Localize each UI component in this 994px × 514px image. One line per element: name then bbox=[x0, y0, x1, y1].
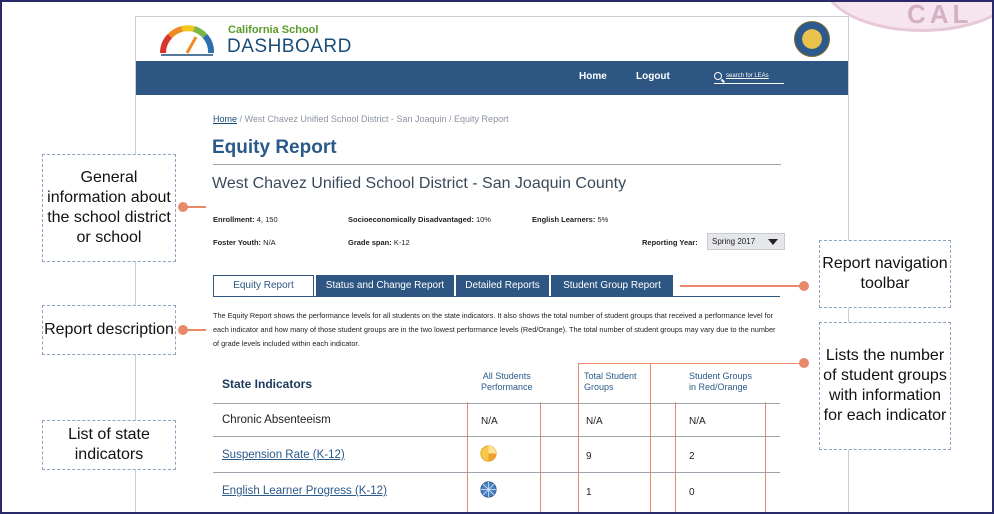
callout-description-text: Report description bbox=[44, 321, 174, 338]
breadcrumb-separator: / bbox=[239, 114, 243, 124]
highlight-column-line bbox=[765, 402, 766, 514]
el-info bbox=[532, 215, 608, 224]
district-name: West Chavez Unified School District - San Joaquin County bbox=[212, 175, 627, 192]
grade-value: K-12 bbox=[393, 238, 410, 247]
top-navbar bbox=[136, 61, 849, 95]
reporting-year-label: Reporting Year: bbox=[642, 238, 698, 247]
cell-total-groups: 1 bbox=[586, 487, 592, 498]
breadcrumb-separator: / bbox=[449, 114, 452, 124]
decorative-seal-text: CAL bbox=[907, 0, 973, 29]
header-all-students-line1: All Students bbox=[482, 371, 531, 381]
brand-header bbox=[136, 17, 849, 61]
brand-title: DASHBOARD bbox=[227, 36, 352, 57]
cell-red-orange: 0 bbox=[689, 487, 695, 498]
foster-info bbox=[213, 238, 276, 247]
header-total-student-groups bbox=[584, 371, 637, 393]
dashboard-screenshot bbox=[135, 16, 849, 514]
table-row-divider bbox=[213, 436, 780, 437]
indicator-english-learner-progress-link[interactable]: English Learner Progress (K-12) bbox=[222, 485, 387, 497]
page-title: Equity Report bbox=[212, 137, 337, 158]
table-row-divider bbox=[213, 472, 780, 473]
tab-label: Student Group Report bbox=[563, 280, 661, 291]
callout-student-groups bbox=[819, 322, 951, 450]
callout-dot bbox=[799, 358, 809, 368]
tab-student-group-report[interactable] bbox=[551, 275, 673, 297]
header-red-orange-line2: in Red/Orange bbox=[689, 382, 748, 392]
header-total-line2: Groups bbox=[584, 382, 614, 392]
search-placeholder: search for LEAs bbox=[726, 73, 769, 79]
breadcrumb-district: West Chavez Unified School District - San Joaquin bbox=[244, 114, 447, 124]
nav-logout-link[interactable]: Logout bbox=[636, 71, 670, 82]
search-input[interactable] bbox=[714, 72, 784, 84]
callout-general-info bbox=[42, 154, 176, 262]
enrollment-label: Enrollment: bbox=[213, 215, 255, 224]
tab-label: Equity Report bbox=[233, 280, 294, 291]
tab-divider bbox=[213, 296, 780, 297]
grade-label: Grade span: bbox=[348, 238, 392, 247]
highlight-column-line bbox=[467, 402, 468, 514]
indicator-suspension-rate-link[interactable]: Suspension Rate (K-12) bbox=[222, 449, 345, 461]
callout-dot bbox=[799, 281, 809, 291]
search-icon bbox=[714, 72, 722, 80]
callout-report-description bbox=[42, 305, 176, 355]
callout-groups-text: Lists the number of student groups with information for each indicator bbox=[823, 347, 947, 424]
breadcrumb bbox=[213, 114, 509, 124]
tab-label: Detailed Reports bbox=[465, 280, 540, 291]
highlight-column-line bbox=[650, 364, 651, 514]
tab-label: Status and Change Report bbox=[325, 280, 445, 291]
california-state-seal-icon bbox=[794, 21, 830, 57]
cell-total-groups: N/A bbox=[586, 416, 603, 427]
header-total-line1: Total Student bbox=[584, 371, 637, 381]
sed-info bbox=[348, 215, 491, 224]
header-state-indicators: State Indicators bbox=[222, 377, 313, 391]
enrollment-value: 4, 150 bbox=[256, 215, 278, 224]
brand-subtitle: California School bbox=[228, 24, 319, 36]
foster-label: Foster Youth: bbox=[213, 238, 262, 247]
callout-dot bbox=[178, 325, 188, 335]
highlight-column-line bbox=[675, 402, 676, 514]
grade-info bbox=[348, 238, 410, 247]
reporting-year-value: Spring 2017 bbox=[712, 237, 756, 246]
cell-red-orange: N/A bbox=[689, 416, 706, 427]
pie-orange-icon bbox=[480, 445, 497, 462]
header-student-groups-red-orange bbox=[689, 371, 752, 393]
callout-general-text: General information about the school district or school bbox=[47, 169, 171, 246]
sed-label: Socioeconomically Disadvantaged: bbox=[348, 215, 474, 224]
title-divider bbox=[213, 164, 781, 165]
enrollment-info bbox=[213, 215, 278, 224]
highlight-top-line bbox=[578, 363, 804, 364]
table-header-divider bbox=[213, 403, 780, 404]
callout-navigation-toolbar bbox=[819, 240, 951, 308]
chevron-down-icon bbox=[768, 239, 778, 245]
tab-detailed-reports[interactable] bbox=[456, 275, 549, 297]
callout-connector bbox=[680, 285, 804, 287]
cell-total-groups: 9 bbox=[586, 451, 592, 462]
callout-toolbar-text: Report navigation toolbar bbox=[822, 255, 948, 292]
callout-indicators-text: List of state indicators bbox=[68, 426, 150, 463]
highlight-column-line bbox=[540, 402, 541, 514]
header-all-students-line2: Performance bbox=[481, 382, 533, 392]
header-all-students bbox=[481, 371, 533, 393]
tab-equity-report[interactable] bbox=[213, 275, 314, 297]
el-value: 5% bbox=[597, 215, 609, 224]
callout-dot bbox=[178, 202, 188, 212]
foster-value: N/A bbox=[263, 238, 276, 247]
nav-home-link[interactable]: Home bbox=[579, 71, 607, 82]
dashboard-gauge-logo-icon bbox=[158, 23, 216, 57]
callout-state-indicators bbox=[42, 420, 176, 470]
pie-blue-icon bbox=[480, 481, 497, 498]
sed-value: 10% bbox=[475, 215, 491, 224]
breadcrumb-home-link[interactable]: Home bbox=[213, 114, 238, 124]
indicator-chronic-absenteeism: Chronic Absenteeism bbox=[222, 414, 331, 426]
reporting-year-select[interactable] bbox=[707, 233, 785, 250]
report-description: The Equity Report shows the performance levels for all students on the state indicators. It also shows the total number of student groups that received a performance level for each indicator and how many of those student groups are in the two lowest performance levels (Red/Orange). The total number of student groups may vary due to the number of grade levels included within each indicator. bbox=[213, 311, 776, 348]
header-red-orange-line1: Student Groups bbox=[689, 371, 753, 381]
cell-red-orange: 2 bbox=[689, 451, 695, 462]
el-label: English Learners: bbox=[532, 215, 596, 224]
highlight-column-line bbox=[578, 364, 579, 514]
tab-status-and-change-report[interactable] bbox=[316, 275, 454, 297]
breadcrumb-current: Equity Report bbox=[454, 114, 509, 124]
cell-performance: N/A bbox=[481, 416, 498, 427]
